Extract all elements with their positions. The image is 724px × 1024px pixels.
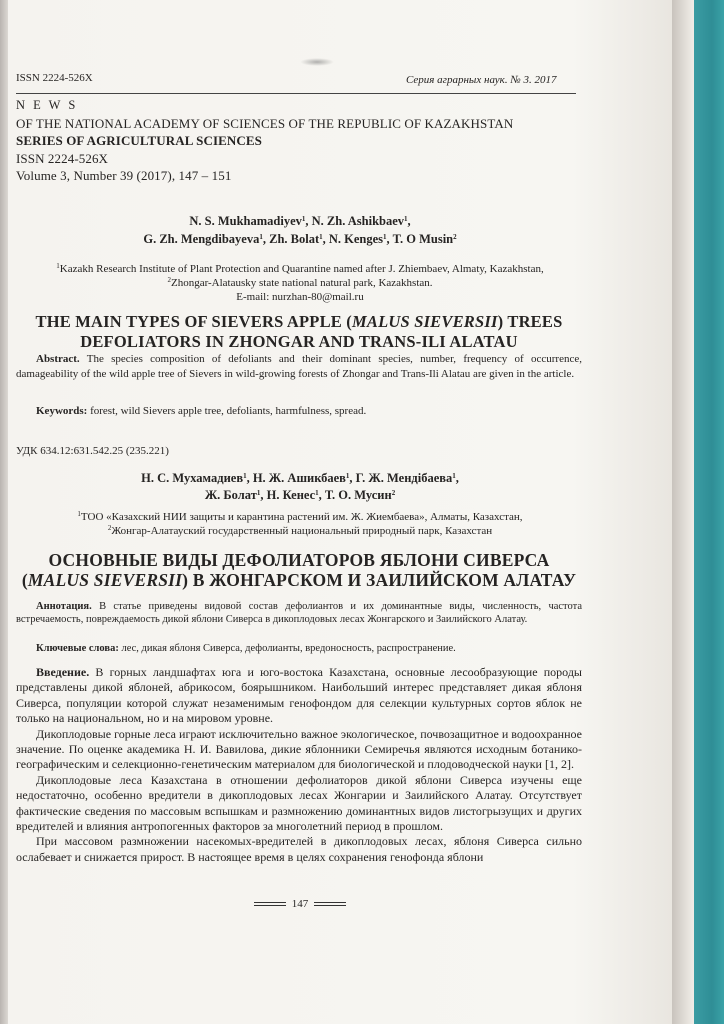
author-affiliation-mark: 1 bbox=[243, 472, 247, 480]
keywords-english bbox=[36, 405, 366, 417]
authors-english-line2: G. Zh. Mengdibayeva$^1$, Zh. Bolat$^1$, N. Kenges$^1$, T. O Musin$^2$ bbox=[143, 232, 457, 246]
affiliation-english-2: $^2$Zhongar-Alatausky state national natural park, Kazakhstan. bbox=[167, 276, 433, 289]
keywords-text: forest, wild Sievers apple tree, defoliants, harmfulness, spread. bbox=[87, 405, 367, 417]
journal-info bbox=[16, 97, 513, 185]
paragraph: Дикоплодовые леса Казахстана в отношении дефолиаторов дикой яблони Сиверса изучены еще недостаточно, особенно вредители в дикоплодовых лесах Жонгарии и Заилийского Алатау. Отсутствует фактические сведения по массовым вспышкам и размножению доминантных видов листогрызущих и других вредителей и влияния антропогенных факторов за многолетний период в прошлом. bbox=[16, 772, 582, 834]
affiliations-english bbox=[20, 262, 580, 304]
author-name: Н. Кенес bbox=[266, 488, 316, 502]
scan-edge-left bbox=[0, 0, 8, 1024]
header-rule bbox=[16, 93, 576, 94]
journal-series: SERIES OF AGRICULTURAL SCIENCES bbox=[16, 133, 262, 148]
author-affiliation-mark: 1 bbox=[259, 233, 263, 241]
keywords-russian-text: лес, дикая яблоня Сиверса, дефолианты, вредоносность, распространение. bbox=[118, 643, 456, 654]
author-affiliation-mark: 1 bbox=[315, 489, 319, 497]
page-footer bbox=[220, 898, 380, 910]
author-affiliation-mark: 1 bbox=[404, 215, 408, 223]
authors-english-line1: N. S. Mukhamadiyev$^1$, N. Zh. Ashikbaev$^1$, bbox=[189, 214, 411, 228]
ink-mark bbox=[300, 58, 334, 66]
header-series: Серия аграрных наук. № 3. 2017 bbox=[406, 74, 557, 86]
article-title-english: THE MAIN TYPES OF SIEVERS APPLE (MALUS SIEVERSII) TREES DEFOLIATORS IN ZHONGAR AND TRANS-ILI ALATAU bbox=[35, 312, 563, 351]
article-body bbox=[16, 665, 582, 865]
author-name: N. S. Mukhamadiyev bbox=[189, 214, 302, 228]
scan-edge-right bbox=[694, 0, 724, 1024]
abstract-text: The species composition of defoliants and their dominant species, number, frequency of occurrence, damageability of the wild apple tree of Sievers in wild-growing forests of Zhongar and Trans-Ili Alatau are given in the article. bbox=[16, 353, 582, 380]
author-affiliation-mark: 1 bbox=[256, 489, 261, 497]
abstract-label: Abstract. bbox=[36, 353, 80, 365]
journal-volume: Volume 3, Number 39 (2017), 147 – 151 bbox=[16, 168, 232, 183]
author-name: Н. С. Мухамадиев bbox=[141, 471, 244, 485]
author-affiliation-mark: 2 bbox=[391, 489, 396, 497]
author-affiliation-mark: 1 bbox=[383, 233, 387, 241]
author-affiliation-mark: 1 bbox=[319, 233, 323, 241]
author-name: N. Zh. Ashikbaev bbox=[311, 214, 405, 228]
annotation-text: В статье приведены видовой состав дефолиантов и их доминантные виды, численность, частота встречаемость, повреждаемость дикой яблони Сиверса в дикоплодовых лесах Жонгарского и Заилийского Алатау. bbox=[16, 601, 582, 625]
article-title-russian: ОСНОВНЫЕ ВИДЫ ДЕФОЛИАТОРОВ ЯБЛОНИ СИВЕРСА (MALUS SIEVERSII) В ЖОНГАРСКОМ И ЗАИЛИЙСКОМ АЛАТАУ bbox=[21, 550, 577, 590]
affiliation-russian-1: $^1$ТОО «Казахский НИИ защиты и карантина растений им. Ж. Жиембаева», Алматы, Казахстан, bbox=[77, 510, 523, 523]
author-name: Zh. Bolat bbox=[269, 232, 320, 246]
udk-code: УДК 634.12:631.542.25 (235.221) bbox=[16, 445, 169, 457]
author-affiliation-mark: 1 bbox=[345, 472, 350, 480]
footer-rule-right bbox=[314, 902, 346, 906]
author-affiliation-mark: 2 bbox=[453, 233, 457, 241]
journal-academy: OF THE NATIONAL ACADEMY OF SCIENCES OF THE REPUBLIC OF KAZAKHSTAN bbox=[16, 115, 514, 131]
authors-english bbox=[40, 212, 560, 248]
affiliations-russian bbox=[20, 510, 580, 538]
author-affiliation-mark: 1 bbox=[452, 472, 456, 480]
paragraph: Дикоплодовые горные леса играют исключительно важное экологическое, почвозащитное и водоохранное значение. По оценке академика Н. И. Вавилова, дикие яблонники Семиречья являются исходным ботанико-географическим и селекционно-генетическим материалом для биологической и плодоводческой науки [1, 2]. bbox=[16, 726, 582, 772]
annotation-label: Аннотация. bbox=[36, 601, 92, 612]
author-name: Т. О. Мусин bbox=[324, 488, 392, 502]
paragraph-introduction: Введение. В горных ландшафтах юга и юго-востока Казахстана, основные лесообразующие породы представлены дикой яблоней, абрикосом, боярышником. Наибольший интерес представляет дикая яблоня Сиверса, популяции которой служат незаменимым генофондом для селекции культурных сортов яблок не только на национальном, но и на мировом уровне. bbox=[16, 665, 582, 726]
author-name: G. Zh. Mengdibayeva bbox=[143, 232, 260, 246]
author-name: T. O Musin bbox=[392, 232, 454, 246]
footer-rule-left bbox=[254, 902, 286, 906]
authors-russian-line2: Ж. Болат$^1$, Н. Кенес$^1$, Т. О. Мусин$^2$ bbox=[204, 488, 396, 502]
authors-russian bbox=[40, 470, 560, 504]
author-affiliation-mark: 1 bbox=[301, 215, 306, 223]
journal-news: N E W S bbox=[16, 98, 78, 112]
keywords-russian bbox=[36, 643, 456, 654]
keywords-label: Keywords: bbox=[36, 405, 88, 417]
author-email: E-mail: nurzhan-80@mail.ru bbox=[236, 291, 364, 303]
author-name: N. Kenges bbox=[328, 232, 384, 246]
authors-russian-line1: Н. С. Мухамадиев$^1$, Н. Ж. Ашикбаев$^1$, Г. Ж. Мендібаева$^1$, bbox=[141, 471, 459, 485]
affiliation-russian-2: $^2$Жонгар-Алатауский государственный национальный природный парк, Казахстан bbox=[107, 524, 493, 537]
abstract-english bbox=[16, 352, 582, 382]
author-name: Ж. Болат bbox=[204, 488, 257, 502]
author-name: Н. Ж. Ашикбаев bbox=[252, 471, 346, 485]
author-name: Г. Ж. Мендібаева bbox=[355, 471, 453, 485]
header-issn: ISSN 2224-526X bbox=[16, 72, 93, 84]
paragraph: При массовом размножении насекомых-вредителей в дикоплодовых лесах, яблоня Сиверса сильно ослабевает и снижается прирост. В настоящее время в целях сохранения генофонда яблони bbox=[16, 834, 582, 864]
page-fold-shadow bbox=[672, 0, 694, 1024]
page-number: 147 bbox=[291, 898, 309, 910]
journal-issn: ISSN 2224-526X bbox=[16, 150, 109, 166]
affiliation-english-1: $^1$Kazakh Research Institute of Plant Protection and Quarantine named after J. Zhiembaev, Almaty, Kazakhstan, bbox=[56, 262, 544, 275]
abstract-russian bbox=[16, 600, 582, 626]
keywords-russian-label: Ключевые слова: bbox=[36, 643, 119, 654]
